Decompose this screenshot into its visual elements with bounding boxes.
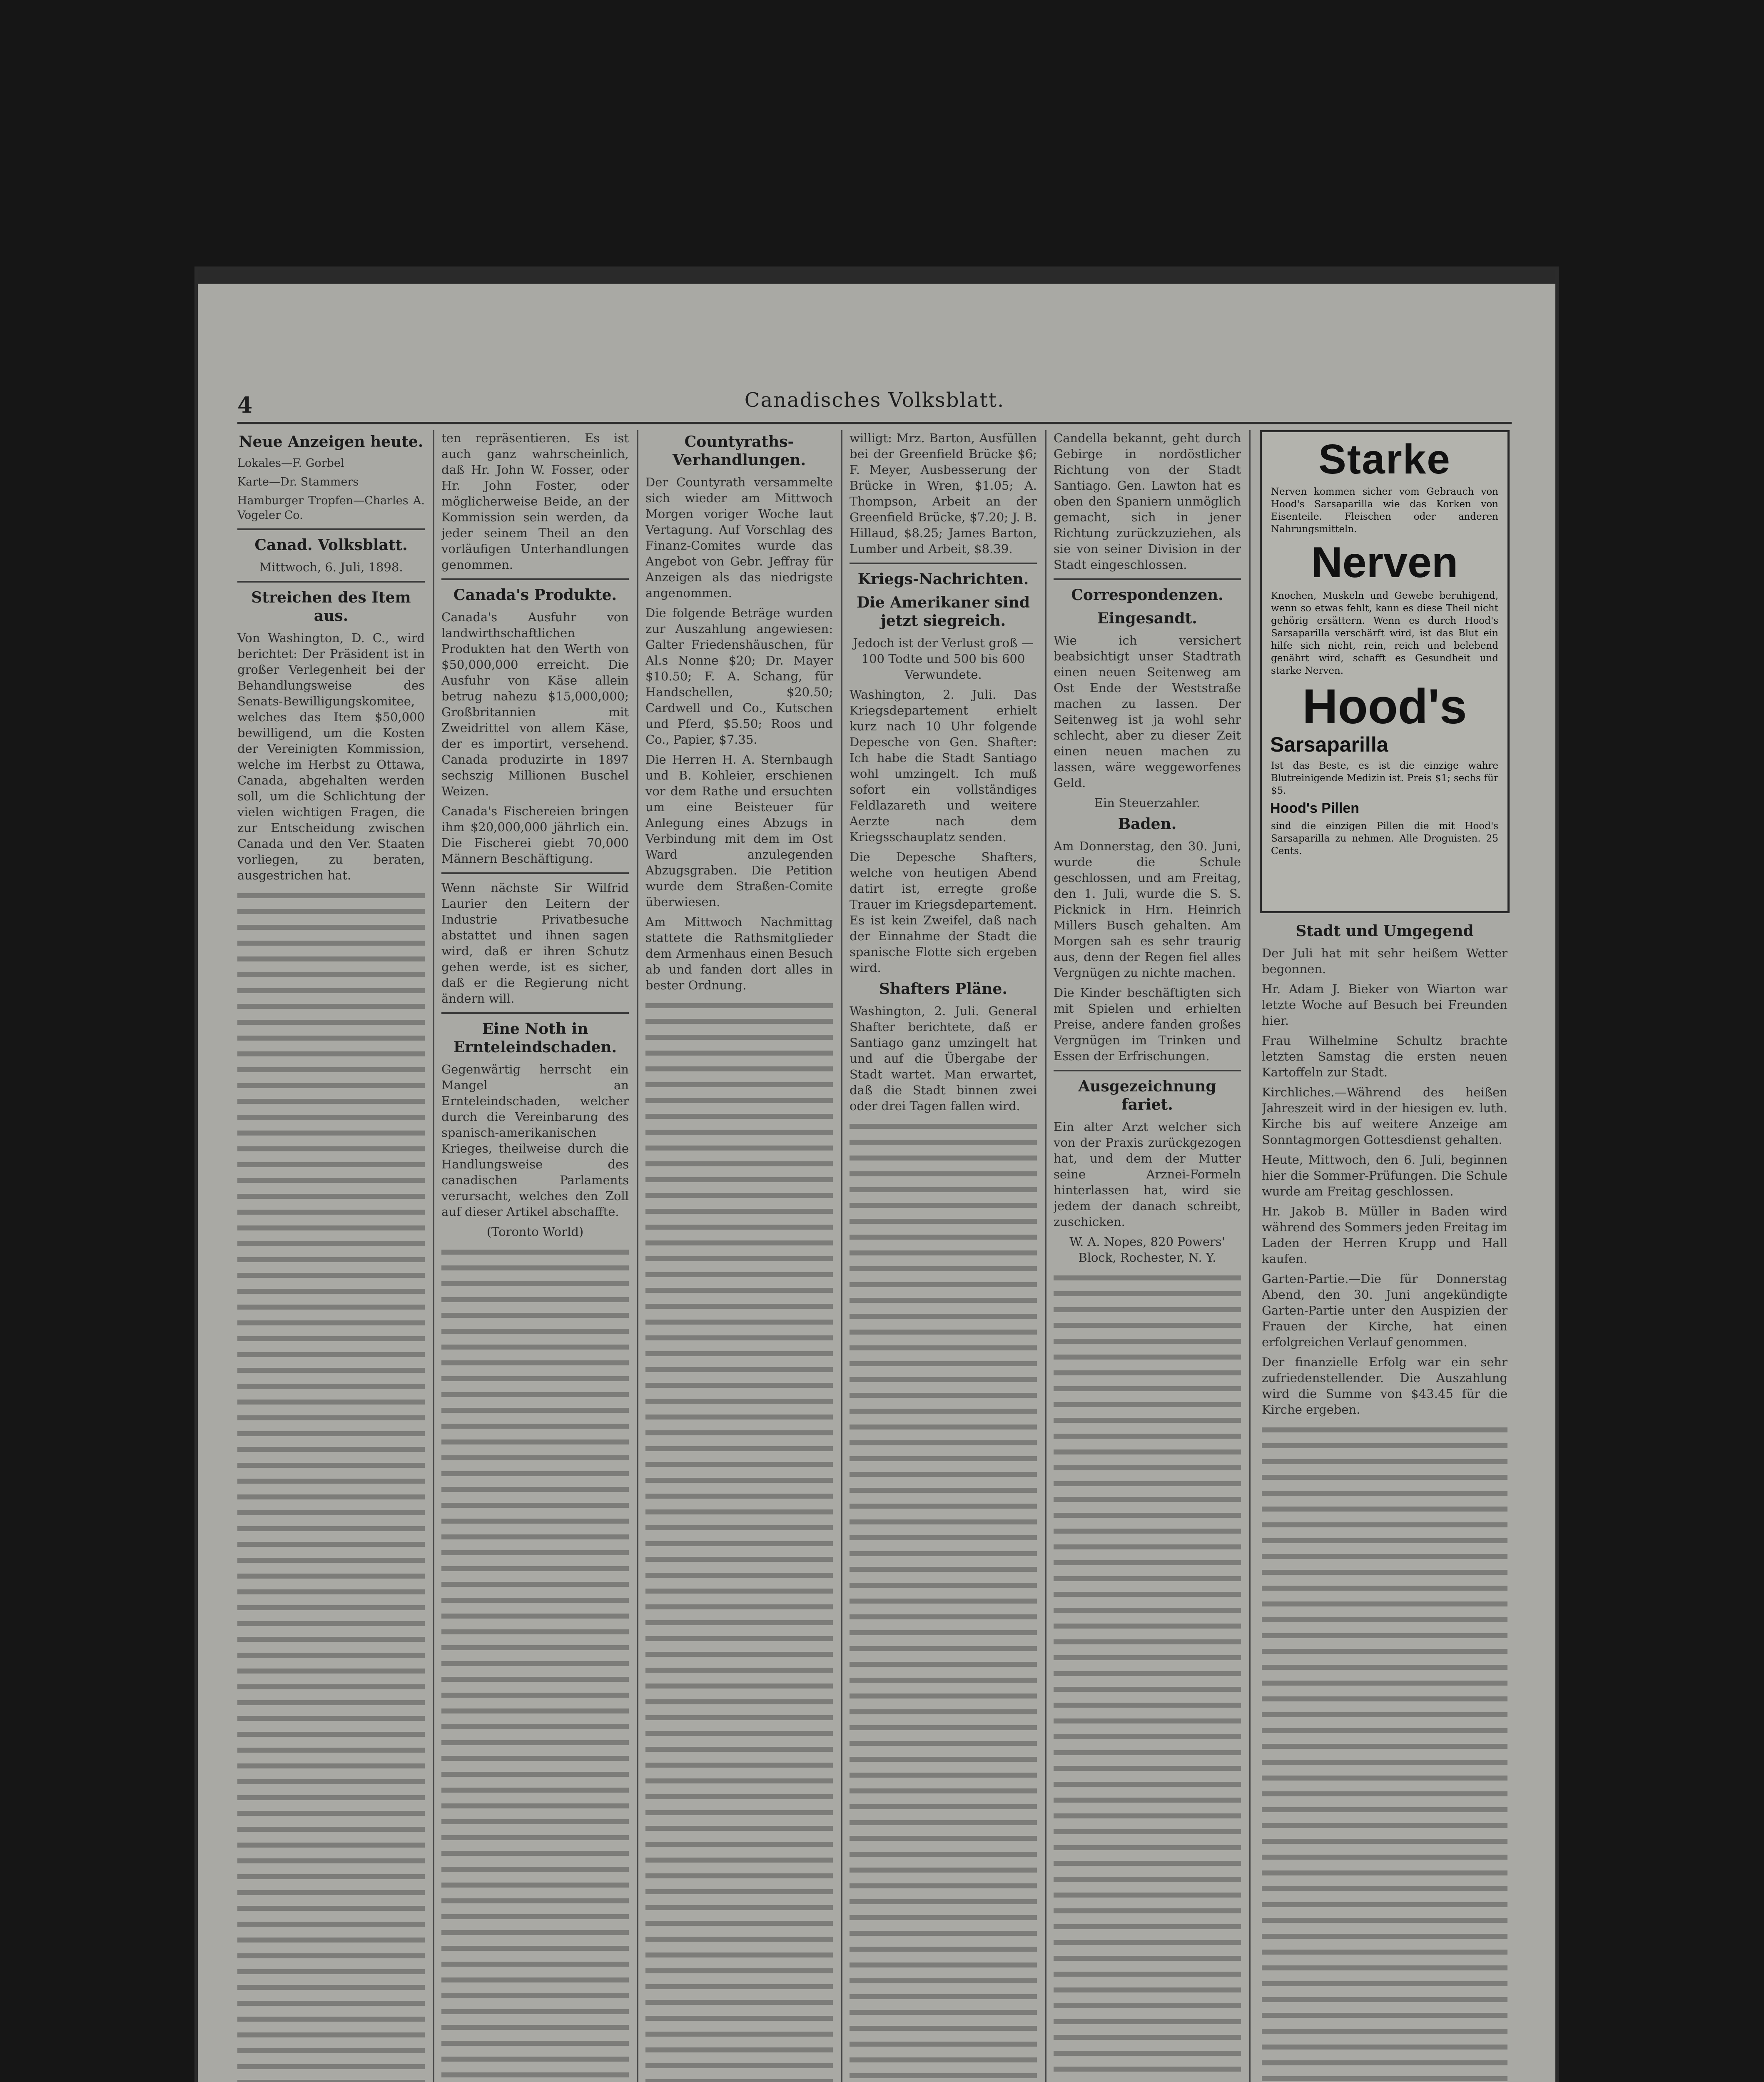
article-text: Von Washington, D. C., wird berichtet: Der Präsident ist in großer Verlegenheit bei der Behandlungsweise des Senats-Bewilligungskomitee, welches das Item $50,000 bewilligend, um die Kosten der Vereinigten Kommission, welche im Herbst zu Ottawa, Canada, abgehalten werden soll, um die Schlichtung der vielen wichtigen Fragen, die zur Entscheidung zwischen Canada und den Ver. Staaten vorliegen, zu beraten, ausgestrichen hat. xyxy=(237,631,425,882)
divider xyxy=(850,563,1037,564)
signature: Ein Steuerzahler. xyxy=(1094,796,1201,810)
divider xyxy=(441,1012,629,1014)
masthead xyxy=(237,389,1512,424)
divider xyxy=(441,872,629,874)
section-heading-correspondence: Correspondenzen. xyxy=(1071,586,1223,604)
ad-text: Nerven kommen sicher vom Gebrauch von Hood's Sarsaparilla wie das Korken von Eisenteile. Fleischen oder anderen Nahrungsmitteln. xyxy=(1271,486,1498,535)
ad-text: sind die einzigen Pillen die mit Hood's Sarsaparilla zu nehmen. Alle Droguisten. 25 Cents. xyxy=(1271,821,1498,857)
ad-listing: Hamburger Tropfen—Charles A. Vogeler Co. xyxy=(237,494,425,522)
column-3 xyxy=(645,430,833,2082)
article-text: Gegenwärtig herrscht ein Mangel an Ernteleindschaden, welcher durch die Vereinbarung des spanisch-amerikanischen Krieges, theilweise durch die Handlungsweise des canadischen Parlaments verursacht, welches den Zoll auf dieser Artikel abschaffte. xyxy=(441,1062,629,1219)
divider xyxy=(441,578,629,580)
newspaper-page xyxy=(198,270,1555,2082)
article-text: Canada's Fischereien bringen ihm $20,000,000 jährlich ein. Die Fischerei giebt 70,000 Männern Beschäftigung. xyxy=(441,804,629,866)
article-title: Ausgezeichnung fariet. xyxy=(1078,1078,1216,1113)
article-continuation xyxy=(645,997,833,2082)
article-text: Washington, 2. Juli. General Shafter berichtete, daß er Santiago ganz umzingelt hat und auf die Übergabe der Stadt wartet. Man erwartet, daß die Stadt binnen zwei oder drei Tagen fallen wird. xyxy=(850,1004,1037,1113)
newspaper-title: Canadisches Volksblatt. xyxy=(744,389,1005,412)
address: W. A. Nopes, 820 Powers' Block, Rochester, N. Y. xyxy=(1069,1235,1225,1265)
news-item: Hr. Jakob B. Müller in Baden wird während des Sommers jeden Freitag im Laden der Herren Krupp und Hall kaufen. xyxy=(1262,1204,1507,1266)
ad-text: Knochen, Muskeln und Gewebe beruhigend, wenn so etwas fehlt, kann es diese Theil nicht gehörig ersättern. Wenn es durch Hood's Sarsaparilla verschärft wird, ist das Blut ein hilfe sich nicht, rein, reich und belebend genährt wird, schafft es Gesundheit und starke Nerven. xyxy=(1271,590,1498,676)
article-text: Die Herren H. A. Sternbaugh und B. Kohleier, erschienen vor dem Rathe und ersuchten um eine Beisteuer für Anlegung eines Abzugs in Verbindung mit dem im Ost Ward anzulegenden Abzugsgraben. Die Petition wurde dem Straßen-Comite überwiesen. xyxy=(645,752,833,909)
column-rule xyxy=(1249,430,1251,2082)
column-rule xyxy=(433,430,434,2082)
column-rule xyxy=(1045,430,1046,2082)
article-title: Kriegs-Nachrichten. xyxy=(857,570,1029,588)
page-number: 4 xyxy=(237,393,253,418)
ad-headline-pills: Hood's Pillen xyxy=(1270,800,1359,816)
divider xyxy=(1054,578,1241,580)
hoods-sarsaparilla-ad xyxy=(1260,430,1510,913)
article-text: Wenn nächste Sir Wilfrid Laurier den Leitern der Industrie Privatbesuche abstattet und ihnen sagen wird, daß er ihren Schutz gehen werde, ist es sicher, daß er die Regierung nicht ändern will. xyxy=(441,881,629,1006)
article-text: Ein alter Arzt welcher sich von der Praxis zurückgezogen hat, und dem der Mutter seine Arznei-Formeln hinterlassen hat, wird sie jedem der danach schreibt, zuschicken. xyxy=(1054,1120,1241,1229)
ad-headline-starke: Starke xyxy=(1318,436,1451,483)
ad-listing: Lokales—F. Gorbel xyxy=(237,457,344,470)
article-title: Canada's Produkte. xyxy=(453,586,617,604)
article-text: Die Depesche Shafters, welche von heutigen Abend datirt ist, erregte große Trauer im Kriegsdepartement. Es ist kein Zweifel, daß nach der Einnahme der Stadt die spanische Flotte sich ergeben wird. xyxy=(850,850,1037,975)
article-deck: Jedoch ist der Verlust groß — 100 Todte und 500 bis 600 Verwundete. xyxy=(853,636,1034,682)
article-title: Streichen des Item aus. xyxy=(251,589,411,625)
article-title: Baden. xyxy=(1118,815,1177,833)
paper-title: Canad. Volksblatt. xyxy=(254,536,408,554)
article-text: Die Kinder beschäftigten sich mit Spielen und erhielten Preise, andere fanden großes Vergnügen im Trinken und Essen der Erfrischungen. xyxy=(1054,986,1241,1063)
ad-listing: Karte—Dr. Stammers xyxy=(237,476,359,488)
news-item: Frau Wilhelmine Schultz brachte letzten Samstag die ersten neuen Kartoffeln zur Stadt. xyxy=(1262,1034,1507,1079)
news-item: Heute, Mittwoch, den 6. Juli, beginnen hier die Sommer-Prüfungen. Die Schule wurde am Freitag geschlossen. xyxy=(1262,1153,1507,1198)
column-1 xyxy=(237,430,425,2082)
ad-text: Ist das Beste, es ist die einzige wahre Blutreinigende Medizin ist. Preis $1; sechs für $5. xyxy=(1271,760,1498,796)
article-text: Am Mittwoch Nachmittag stattete die Rathsmitglieder dem Armenhaus einen Besuch ab und fanden dort alles in bester Ordnung. xyxy=(645,915,833,992)
column-5 xyxy=(1054,430,1241,2082)
article-title: Shafters Pläne. xyxy=(879,980,1007,998)
article-continuation xyxy=(237,887,425,2082)
article-text: willigt: Mrz. Barton, Ausfüllen bei der Greenfield Brücke $6; F. Meyer, Ausbesserung der Brücke in Wren, $1.05; A. Thompson, Arbeit an der Greenfield Brücke, $7.20; J. B. Hillaud, $8.25; James Barton, Lumber und Arbeit, $8.39. xyxy=(850,431,1037,556)
column-6 xyxy=(1262,919,1507,2082)
column-2 xyxy=(441,430,629,2082)
news-item: Der finanzielle Erfolg war ein sehr zufriedenstellender. Die Auszahlung wird die Summe von $43.45 für die Kirche ergeben. xyxy=(1262,1355,1507,1417)
ad-headline-sarsaparilla: Sarsaparilla xyxy=(1270,733,1388,756)
divider xyxy=(237,581,425,583)
news-item: Hr. Adam J. Bieker von Wiarton war letzte Woche auf Besuch bei Freunden hier. xyxy=(1262,982,1507,1028)
article-title: Eine Noth in Ernteleindschaden. xyxy=(453,1020,617,1056)
article-text: Washington, 2. Juli. Das Kriegsdepartement erhielt kurz nach 10 Uhr folgende Depesche von Gen. Shafter: Ich habe die Stadt Santiago wohl umzingelt. Ich muß sofort ein vollständiges Feldlazareth und weitere Aerzte nach dem Kriegsschauplatz senden. xyxy=(850,687,1037,844)
ad-headline-hoods: Hood's xyxy=(1302,679,1467,734)
article-text: Canada's Ausfuhr von landwirthschaftlichen Produkten hat den Werth von $50,000,000 erreicht. Die Ausfuhr von Käse allein betrug nahezu $15,000,000; Großbritannien mit Zweidrittel von allem Käse, der es importirt, versehend. Canada produzirte in 1897 sechszig Millionen Buschel Weizen. xyxy=(441,610,629,798)
section-heading-new-ads: Neue Anzeigen heute. xyxy=(239,433,424,451)
article-title: Countyraths-Verhandlungen. xyxy=(672,433,806,469)
article-continuation xyxy=(1054,1270,1241,2082)
article-continuation xyxy=(850,1118,1037,2082)
article-text: Der Countyrath versammelte sich wieder am Mittwoch Morgen voriger Woche laut Vertagung. Auf Vorschlag des Finanz-Comites wurde das Angebot von Gebr. Jeffray für Anzeigen als das niedrigste angenommen. xyxy=(645,475,833,600)
article-source: (Toronto World) xyxy=(486,1225,584,1239)
divider xyxy=(237,528,425,530)
article-text: Wie ich versichert beabsichtigt unser Stadtrath einen neuen Seitenweg am Ost Ende der Weststraße machen zu lassen. Der Seitenweg ist ja wohl sehr schlecht, aber zu dieser Zeit einen neuen machen zu lassen, wäre weggeworfenes Geld. xyxy=(1054,633,1241,790)
column-4 xyxy=(850,430,1037,2082)
article-text: Candella bekannt, geht durch Gebirge in nordöstlicher Richtung von der Stadt Santiago. Gen. Lawton hat es oben den Spaniern unmöglich gemacht, sich in jener Richtung zurückzuziehen, als sie von seiner Division in der Stadt eingeschlossen. xyxy=(1054,431,1241,572)
article-continuation xyxy=(1262,1422,1507,2082)
torn-top-edge xyxy=(198,270,1555,309)
news-item: Garten-Partie.—Die für Donnerstag Abend, den 30. Juni angekündigte Garten-Partie unter den Auspizien der Frauen der Kirche, hat einen erfolgreichen Verlauf genommen. xyxy=(1262,1272,1507,1349)
news-item: Kirchliches.—Während des heißen Jahreszeit wird in der hiesigen ev. luth. Kirche bis auf weitere Anzeige am Sonntagmorgen Gottesdienst gehalten. xyxy=(1262,1085,1507,1147)
article-text: ten repräsentieren. Es ist auch ganz wahrscheinlich, daß Hr. John W. Fosser, oder Hr. John Foster, oder möglicherweise Beide, an der Kommission sein werden, da jeder seinem Theil an den vorläufigen Unterhandlungen genommen. xyxy=(441,431,629,572)
article-text: Die folgende Beträge wurden zur Auszahlung angewiesen: Galter Friedenshäuschen, für Al.s Nonne $20; Dr. Mayer $10.50; F. A. Schang, für Handschellen, $20.50; Cardwell und Co., Kutschen und Pferd, $5.50; Roos und Co., Papier, $7.35. xyxy=(645,606,833,747)
column-rule xyxy=(841,430,842,2082)
divider xyxy=(1054,1070,1241,1071)
article-subtitle: Die Amerikaner sind jetzt siegreich. xyxy=(856,594,1030,630)
article-continuation xyxy=(441,1244,629,2082)
issue-date: Mittwoch, 6. Juli, 1898. xyxy=(259,560,403,574)
section-heading-local-news: Stadt und Umgegend xyxy=(1296,922,1474,940)
article-subtitle: Eingesandt. xyxy=(1097,610,1197,627)
news-item: Der Juli hat mit sehr heißem Wetter begonnen. xyxy=(1262,946,1507,976)
article-text: Am Donnerstag, den 30. Juni, wurde die Schule geschlossen, und am Freitag, den 1. Juli, wurde die S. S. Picknick in Hrn. Heinrich Millers Busch gehalten. Am Morgen sah es sehr traurig aus, denn der Regen fiel alles Vergnügen zu nichte machen. xyxy=(1054,839,1241,980)
column-rule xyxy=(637,430,638,2082)
ad-headline-nerven: Nerven xyxy=(1311,538,1458,587)
